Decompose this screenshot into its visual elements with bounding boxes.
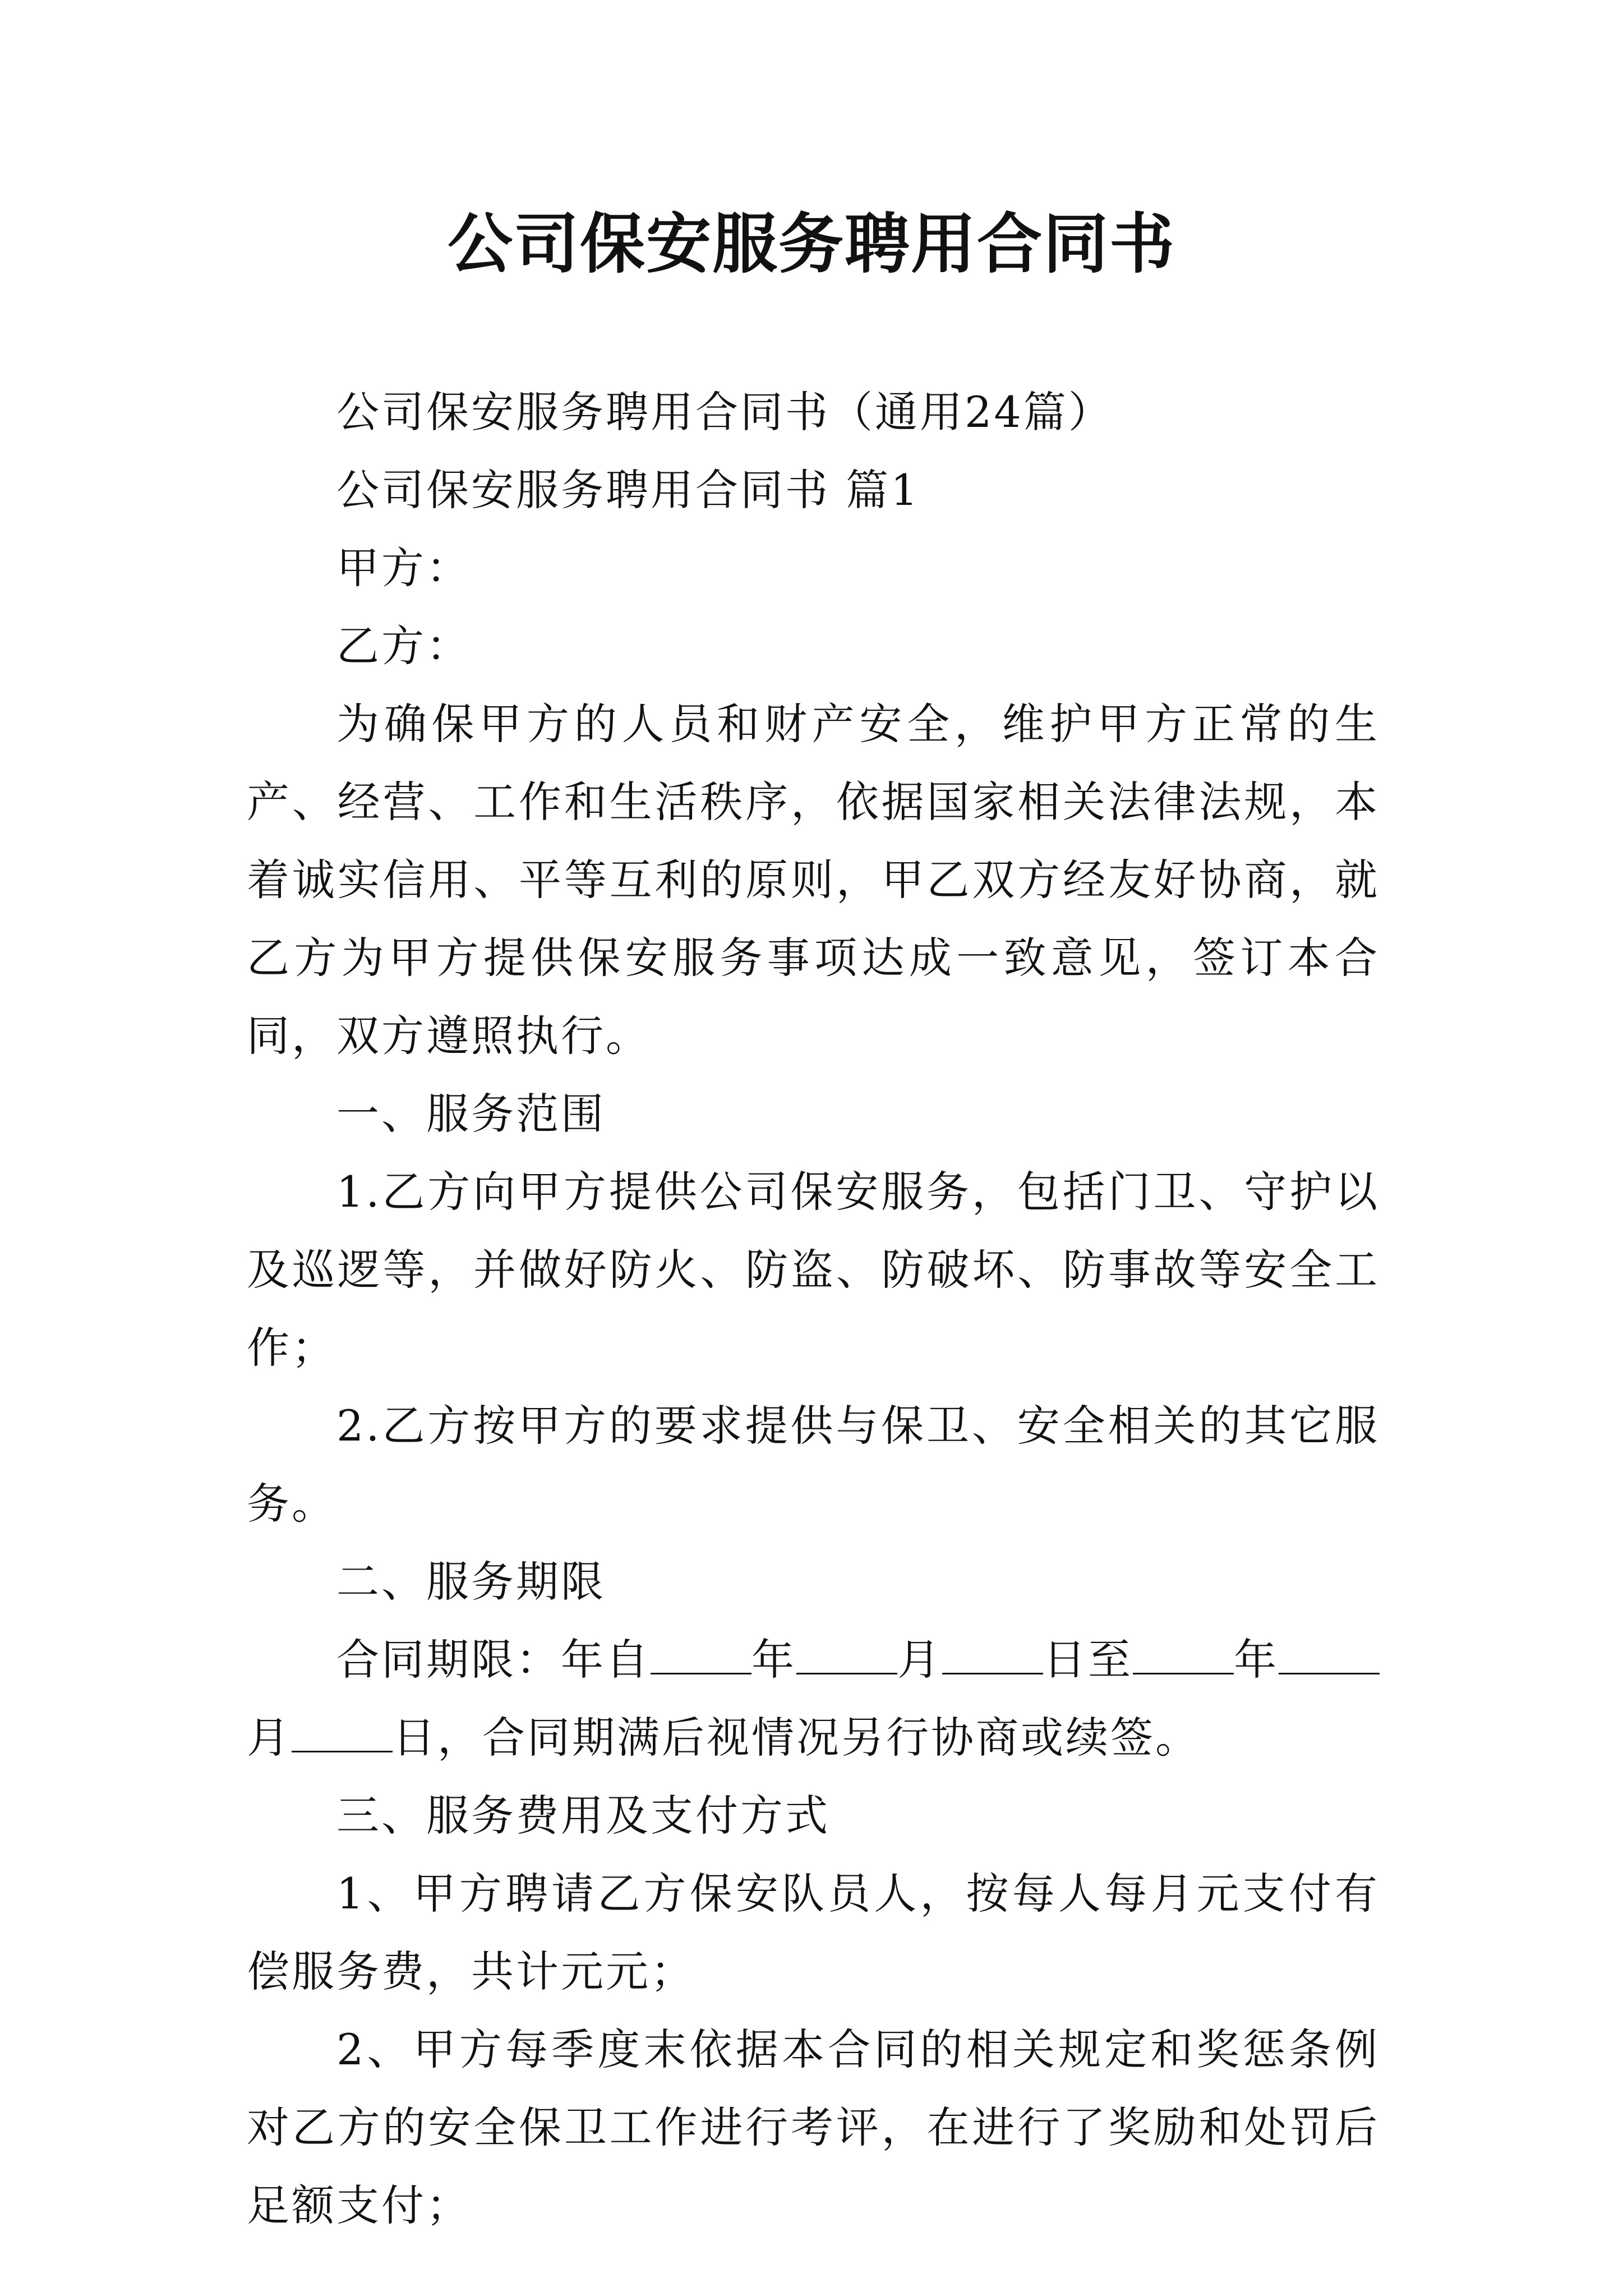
blank-day-start	[942, 1639, 1043, 1674]
term-tail: 日，合同期满后视情况另行协商或续签。	[393, 1713, 1200, 1763]
term-month-1: 月	[897, 1635, 942, 1685]
document-subtitle: 公司保安服务聘用合同书（通用24篇）	[336, 387, 1113, 437]
blank-year-end	[1133, 1639, 1234, 1674]
blank-day-end	[292, 1717, 393, 1752]
term-month-2: 月	[247, 1713, 292, 1763]
contract-term-paragraph	[247, 1621, 1380, 1777]
term-year-2: 年	[1234, 1635, 1279, 1685]
section-3-title: 三、服务费用及支付方式	[336, 1791, 830, 1841]
intro-paragraph: 为确保甲方的人员和财产安全，维护甲方正常的生产、经营、工作和生活秩序，依据国家相关法律法规，本着诚实信用、平等互利的原则，甲乙双方经友好协商，就乙方为甲方提供保安服务事项达成一致意见，签订本合同，双方遵照执行。	[247, 699, 1380, 1061]
blank-month-end	[1279, 1639, 1380, 1674]
term-year-1: 年	[751, 1635, 796, 1685]
section-1-title: 一、服务范围	[336, 1089, 606, 1139]
party-b-line: 乙方：	[336, 621, 471, 671]
section-heading: 公司保安服务聘用合同书 篇1	[336, 465, 920, 515]
blank-year-start	[651, 1639, 751, 1674]
section-3-item-1: 1、甲方聘请乙方保安队员人，按每人每月元支付有偿服务费，共计元元；	[247, 1869, 1380, 1996]
document-title: 公司保安服务聘用合同书	[448, 206, 1175, 282]
party-a-line: 甲方：	[336, 543, 471, 593]
term-label: 合同期限：年自	[336, 1635, 651, 1685]
section-1-item-1: 1.乙方向甲方提供公司保安服务，包括门卫、守护以及巡逻等，并做好防火、防盗、防破坏、防事故等安全工作；	[247, 1167, 1380, 1373]
section-1-item-2: 2.乙方按甲方的要求提供与保卫、安全相关的其它服务。	[247, 1401, 1380, 1529]
document-body	[247, 373, 1380, 2244]
term-day-1: 日至	[1043, 1635, 1133, 1685]
section-2-title: 二、服务期限	[336, 1557, 606, 1607]
blank-month-start	[796, 1639, 897, 1674]
section-3-item-2: 2、甲方每季度末依据本合同的相关规定和奖惩条例对乙方的安全保卫工作进行考评，在进行了奖励和处罚后足额支付；	[247, 2024, 1380, 2230]
